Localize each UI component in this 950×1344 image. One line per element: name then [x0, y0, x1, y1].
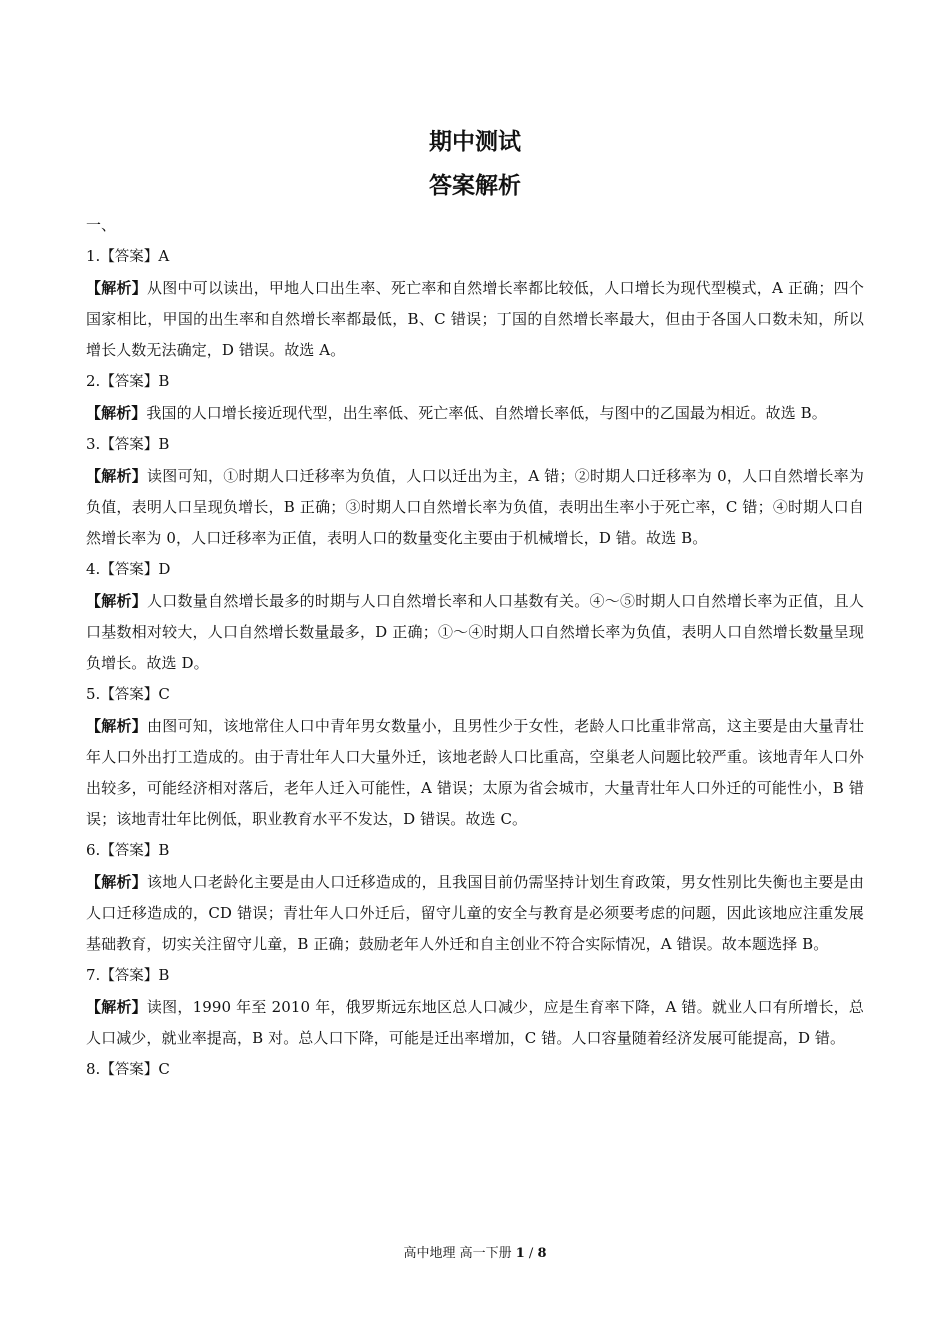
- question-number: 4.: [86, 560, 101, 578]
- answer-line: [86, 366, 864, 398]
- explanation-tag: 【解析】: [86, 592, 148, 610]
- answer-tag: 【答案】: [100, 249, 159, 265]
- answer-line: [86, 554, 864, 586]
- answer-value: B: [158, 435, 170, 453]
- explanation-paragraph: [86, 461, 864, 554]
- explanation-paragraph: [86, 586, 864, 679]
- answer-tag: 【答案】: [100, 843, 159, 859]
- explanation-paragraph: [86, 398, 864, 429]
- explanation-paragraph: [86, 867, 864, 960]
- answer-tag: 【答案】: [100, 562, 159, 578]
- question-number: 6.: [86, 841, 101, 859]
- answer-item: [86, 960, 864, 1054]
- page-footer: [0, 1244, 950, 1264]
- explanation-tag: 【解析】: [86, 998, 147, 1016]
- footer-text: 高中地理 高一下册: [403, 1246, 516, 1261]
- answer-line: [86, 960, 864, 992]
- section-label: 一、: [86, 216, 117, 234]
- answer-tag: 【答案】: [100, 968, 159, 984]
- answer-item: [86, 429, 864, 554]
- answer-item: [86, 366, 864, 429]
- explanation-paragraph: [86, 992, 864, 1054]
- answer-tag: 【答案】: [100, 1062, 159, 1078]
- answer-tag: 【答案】: [100, 437, 159, 453]
- question-number: 3.: [86, 435, 101, 453]
- answer-value: B: [158, 372, 170, 390]
- answer-value: B: [158, 841, 170, 859]
- answer-list: [86, 241, 864, 1086]
- answer-line: [86, 1054, 864, 1086]
- page-subtitle: 答案解析: [429, 173, 521, 199]
- document-page: [86, 120, 864, 1086]
- explanation-tag: 【解析】: [86, 717, 148, 735]
- explanation-tag: 【解析】: [86, 467, 148, 485]
- page-number-total: 8: [537, 1246, 547, 1261]
- answer-item: [86, 835, 864, 960]
- answer-item: [86, 554, 864, 679]
- answer-item: [86, 679, 864, 835]
- question-number: 8.: [86, 1060, 101, 1078]
- question-number: 2.: [86, 372, 101, 390]
- answer-value: C: [158, 1060, 170, 1078]
- answer-value: B: [158, 966, 170, 984]
- explanation-paragraph: [86, 711, 864, 835]
- explanation-text: 该地人口老龄化主要是由人口迁移造成的，且我国目前仍需坚持计划生育政策，男女性别比失衡也主要是由人口迁移造成的，CD 错误；青壮年人口外迁后，留守儿童的安全与教育是必须要考虑的问题，因此该地应注重发展基础教育，切实关注留守儿童，B 正确；鼓励老年人外迁和自主创业不符合实际情况，A 错误。故本题选择 B。: [86, 873, 864, 953]
- question-number: 7.: [86, 966, 101, 984]
- answer-value: A: [158, 247, 170, 265]
- answer-line: [86, 241, 864, 273]
- explanation-paragraph: [86, 273, 864, 366]
- answer-tag: 【答案】: [100, 687, 159, 703]
- explanation-text: 读图可知，①时期人口迁移率为负值，人口以迁出为主，A 错；②时期人口迁移率为 0，人口自然增长率为负值，表明人口呈现负增长，B 正确；③时期人口自然增长率为负值，表明出生率小于死亡率，C 错；④时期人口自然增长率为 0，人口迁移率为正值，表明人口的数量变化主要由于机械增长，D 错。故选 B。: [86, 467, 864, 547]
- answer-tag: 【答案】: [100, 374, 159, 390]
- question-number: 5.: [86, 685, 101, 703]
- explanation-tag: 【解析】: [86, 404, 147, 422]
- answer-line: [86, 835, 864, 867]
- explanation-text: 读图，1990 年至 2010 年，俄罗斯远东地区总人口减少，应是生育率下降，A 错。就业人口有所增长，总人口减少，就业率提高，B 对。总人口下降，可能是迁出率增加，C 错。人口容量随着经济发展可能提高，D 错。: [86, 998, 864, 1047]
- page-number-separator: /: [524, 1246, 538, 1261]
- answer-line: [86, 679, 864, 711]
- answer-line: [86, 429, 864, 461]
- page-number-current: 1: [515, 1246, 525, 1261]
- answer-item: [86, 1054, 864, 1086]
- explanation-tag: 【解析】: [86, 279, 147, 297]
- answer-value: C: [158, 685, 170, 703]
- explanation-text: 由图可知，该地常住人口中青年男女数量小，且男性少于女性，老龄人口比重非常高，这主要是由大量青壮年人口外出打工造成的。由于青壮年人口大量外迁，该地老龄人口比重高，空巢老人问题比较严重。该地青年人口外出较多，可能经济相对落后，老年人迁入可能性，A 错误；太原为省会城市，大量青壮年人口外迁的可能性小，B 错误；该地青壮年比例低，职业教育水平不发达，D 错误。故选 C。: [86, 717, 864, 828]
- explanation-tag: 【解析】: [86, 873, 148, 891]
- page-title: 期中测试: [429, 129, 521, 155]
- explanation-text: 从图中可以读出，甲地人口出生率、死亡率和自然增长率都比较低，人口增长为现代型模式，A 正确；四个国家相比，甲国的出生率和自然增长率都最低，B、C 错误；丁国的自然增长率最大，但由于各国人口数未知，所以增长人数无法确定，D 错误。故选 A。: [86, 279, 865, 359]
- explanation-text: 人口数量自然增长最多的时期与人口自然增长率和人口基数有关。④～⑤时期人口自然增长率为正值，且人口基数相对较大，人口自然增长数量最多，D 正确；①～④时期人口自然增长率为负值，表明人口自然增长数量呈现负增长。故选 D。: [86, 592, 864, 672]
- answer-item: [86, 241, 864, 366]
- question-number: 1.: [86, 247, 101, 265]
- explanation-text: 我国的人口增长接近现代型，出生率低、死亡率低、自然增长率低，与图中的乙国最为相近。故选 B。: [146, 404, 827, 422]
- answer-value: D: [158, 560, 171, 578]
